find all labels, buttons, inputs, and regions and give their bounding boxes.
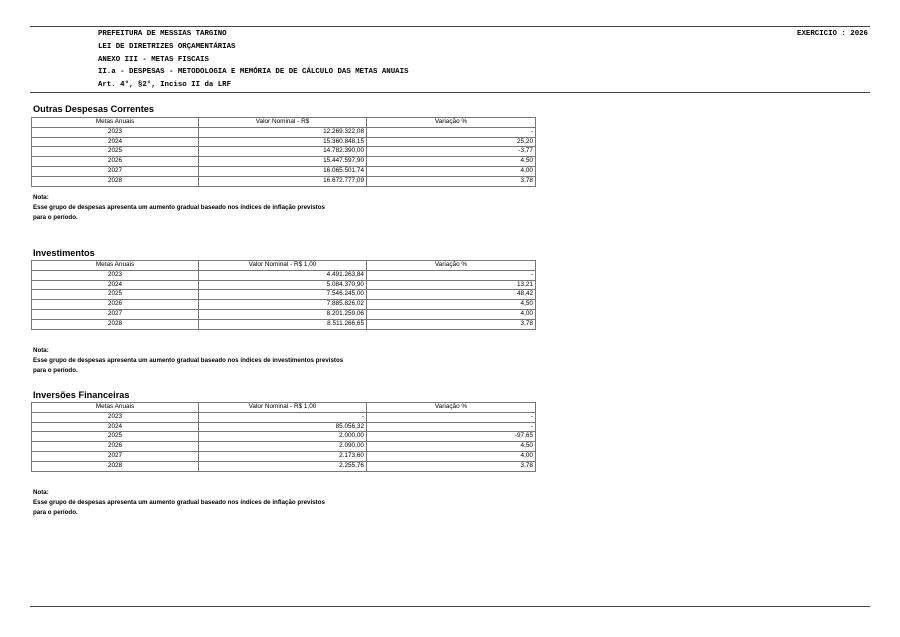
cell-year: 2024 [32, 280, 199, 290]
note-line: para o período. [33, 213, 78, 221]
cell-year: 2027 [32, 166, 199, 176]
table-row [32, 442, 536, 452]
table-row [32, 280, 536, 290]
note-investimentos [33, 346, 343, 375]
col-header-valor: Valor Nominal - R$ 1,00 [199, 261, 367, 271]
exercicio-label: EXERCICIO : 2026 [797, 30, 868, 38]
note-label: Nota: [33, 194, 49, 201]
col-header-metas: Metas Anuais [32, 403, 199, 413]
note-label: Nota: [33, 489, 49, 496]
table-outras-despesas [31, 117, 536, 187]
cell-valor: 7.885.826,02 [199, 300, 367, 310]
section-title-investimentos: Investimentos [33, 248, 95, 258]
cell-valor: - [199, 412, 367, 422]
table-row [32, 412, 536, 422]
table-row [32, 127, 536, 137]
cell-variacao: 4,50 [367, 442, 536, 452]
note-inversoes [33, 488, 325, 517]
cell-valor: 15.447.597,90 [199, 157, 367, 167]
table-row [32, 290, 536, 300]
cell-variacao: 3,78 [367, 176, 536, 186]
table-header-row [32, 261, 536, 271]
note-line: para o período. [33, 508, 78, 516]
table-row [32, 432, 536, 442]
cell-valor: 2.173,60 [199, 451, 367, 461]
note-line: Esse grupo de despesas apresenta um aumento gradual baseado nos índices de investimentos previstos [33, 356, 344, 364]
col-header-variacao: Variação % [367, 118, 536, 128]
header-top-rule [30, 26, 870, 27]
table-header-row [32, 118, 536, 128]
table-row [32, 147, 536, 157]
cell-variacao: 48,42 [367, 290, 536, 300]
table-row [32, 319, 536, 329]
cell-year: 2024 [32, 422, 199, 432]
cell-year: 2026 [32, 157, 199, 167]
cell-year: 2023 [32, 412, 199, 422]
table-inversoes [31, 402, 536, 472]
cell-valor: 7.546.245,00 [199, 290, 367, 300]
cell-valor: 14.782.390,00 [199, 147, 367, 157]
col-header-variacao: Variação % [367, 403, 536, 413]
cell-valor: 4.491.263,84 [199, 270, 367, 280]
note-line: para o período. [33, 366, 78, 374]
note-line: Esse grupo de despesas apresenta um aumento gradual baseado nos índices de inflação previstos [33, 203, 325, 211]
header-annex: ANEXO III - METAS FISCAIS [98, 56, 209, 64]
cell-valor: 15.360.848,15 [199, 137, 367, 147]
col-header-metas: Metas Anuais [32, 261, 199, 271]
cell-valor: 2.090,00 [199, 442, 367, 452]
cell-year: 2026 [32, 300, 199, 310]
cell-variacao: 4,50 [367, 300, 536, 310]
col-header-variacao: Variação % [367, 261, 536, 271]
note-label: Nota: [33, 347, 49, 354]
cell-variacao: 25,20 [367, 137, 536, 147]
table-row [32, 461, 536, 471]
cell-valor: 5.084.370,90 [199, 280, 367, 290]
table-row [32, 451, 536, 461]
header-municipality: PREFEITURA DE MESSIAS TARGINO [98, 30, 227, 38]
table-row [32, 270, 536, 280]
cell-valor: 8.201.259,06 [199, 309, 367, 319]
footer-rule [30, 606, 870, 607]
header-subtitle: II.a - DESPESAS - METODOLOGIA E MEMÓRIA DE DE CÁLCULO DAS METAS ANUAIS [98, 68, 409, 76]
cell-year: 2025 [32, 147, 199, 157]
cell-variacao: 3,78 [367, 461, 536, 471]
cell-year: 2024 [32, 137, 199, 147]
header-article: Art. 4°, §2°, Inciso II da LRF [98, 81, 232, 89]
cell-valor: 2.255,76 [199, 461, 367, 471]
cell-year: 2027 [32, 451, 199, 461]
cell-year: 2026 [32, 442, 199, 452]
cell-variacao: - [367, 270, 536, 280]
header-bottom-rule [30, 92, 870, 93]
table-row [32, 137, 536, 147]
cell-variacao: 13,21 [367, 280, 536, 290]
cell-year: 2028 [32, 176, 199, 186]
cell-year: 2023 [32, 270, 199, 280]
cell-variacao: 4,00 [367, 309, 536, 319]
cell-valor: 85.056,32 [199, 422, 367, 432]
table-row [32, 300, 536, 310]
col-header-metas: Metas Anuais [32, 118, 199, 128]
cell-year: 2025 [32, 432, 199, 442]
cell-valor: 16.065.501,74 [199, 166, 367, 176]
cell-variacao: 4,50 [367, 157, 536, 167]
cell-valor: 16.672.777,09 [199, 176, 367, 186]
cell-year: 2028 [32, 461, 199, 471]
cell-year: 2028 [32, 319, 199, 329]
cell-valor: 8.511.266,65 [199, 319, 367, 329]
cell-year: 2025 [32, 290, 199, 300]
table-row [32, 422, 536, 432]
table-row [32, 157, 536, 167]
cell-year: 2023 [32, 127, 199, 137]
table-row [32, 309, 536, 319]
section-title-inversoes: Inversões Financeiras [33, 390, 130, 400]
table-investimentos [31, 260, 536, 330]
cell-variacao: 4,00 [367, 451, 536, 461]
table-row [32, 166, 536, 176]
table-row [32, 176, 536, 186]
cell-variacao: 3,78 [367, 319, 536, 329]
cell-variacao: -3,77 [367, 147, 536, 157]
cell-valor: 2.000,00 [199, 432, 367, 442]
section-title-outras-despesas: Outras Despesas Correntes [33, 104, 155, 114]
table-header-row [32, 403, 536, 413]
cell-variacao: - [367, 127, 536, 137]
note-outras-despesas [33, 193, 325, 222]
cell-variacao: 4,00 [367, 166, 536, 176]
cell-year: 2027 [32, 309, 199, 319]
cell-variacao: -97,65 [367, 432, 536, 442]
cell-variacao: - [367, 412, 536, 422]
cell-valor: 12.269.322,08 [199, 127, 367, 137]
col-header-valor: Valor Nominal - R$ [199, 118, 367, 128]
note-line: Esse grupo de despesas apresenta um aumento gradual baseado nos índices de inflação previstos [33, 498, 325, 506]
col-header-valor: Valor Nominal - R$ 1,00 [199, 403, 367, 413]
cell-variacao: - [367, 422, 536, 432]
header-law: LEI DE DIRETRIZES ORÇAMENTÁRIAS [98, 43, 236, 51]
